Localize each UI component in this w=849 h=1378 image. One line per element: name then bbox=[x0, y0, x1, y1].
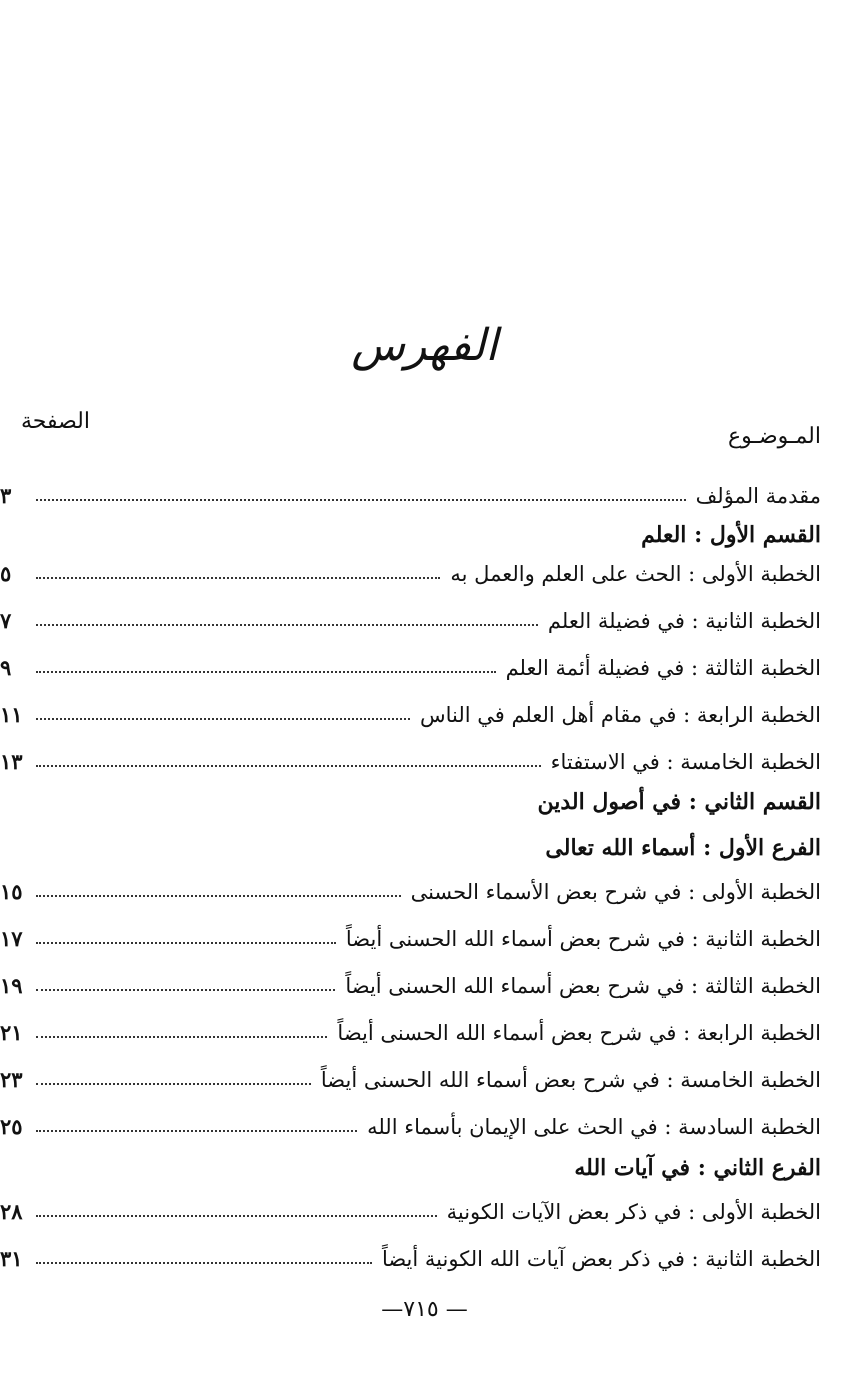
toc-page-number: ٣ bbox=[0, 483, 12, 508]
toc-entry-title: الخطبة الثانية : في ذكر بعض آيات الله الكونية أيضاً bbox=[381, 1247, 821, 1271]
dot-leader bbox=[36, 624, 538, 626]
section-heading bbox=[574, 1148, 821, 1188]
toc-entry bbox=[0, 601, 821, 641]
toc-entry-title: الخطبة الرابعة : في شرح بعض أسماء الله الحسنى أيضاً bbox=[337, 1021, 821, 1045]
section-heading-text: الفرع الأول : أسماء الله تعالى bbox=[545, 835, 821, 861]
toc-page-number: ٣١ bbox=[0, 1246, 23, 1271]
toc-entry bbox=[0, 966, 821, 1006]
dot-leader bbox=[36, 765, 541, 767]
toc-entry bbox=[0, 1192, 821, 1232]
dot-leader bbox=[36, 1215, 437, 1217]
toc-entry bbox=[0, 1013, 821, 1053]
dot-leader bbox=[36, 718, 410, 720]
table-of-contents bbox=[0, 476, 849, 1288]
dot-leader bbox=[36, 1130, 357, 1132]
toc-entry-title: الخطبة السادسة : في الحث على الإيمان بأسماء الله bbox=[367, 1115, 821, 1139]
toc-entry-title: الخطبة الثانية : في فضيلة العلم bbox=[547, 609, 821, 633]
toc-page-number: ٢٥ bbox=[0, 1114, 23, 1139]
toc-entry bbox=[0, 919, 821, 959]
dot-leader bbox=[36, 1036, 327, 1038]
toc-page-number: ١١ bbox=[0, 702, 23, 727]
dot-leader bbox=[36, 942, 336, 944]
toc-entry bbox=[0, 648, 821, 688]
toc-page-number: ٢١ bbox=[0, 1020, 23, 1045]
section-heading bbox=[545, 828, 821, 868]
toc-entry-title: الخطبة الخامسة : في شرح بعض أسماء الله الحسنى أيضاً bbox=[320, 1068, 821, 1092]
page-title: الفهرس bbox=[351, 320, 498, 371]
section-heading bbox=[641, 515, 821, 555]
dot-leader bbox=[36, 499, 686, 501]
toc-entry-title: الخطبة الرابعة : في مقام أهل العلم في الناس bbox=[419, 703, 821, 727]
section-heading-text: القسم الثاني : في أصول الدين bbox=[537, 789, 821, 815]
toc-page-number: ١٩ bbox=[0, 973, 23, 998]
topic-column-header: المـوضـوع bbox=[728, 424, 821, 449]
toc-entry-title: الخطبة الأولى : الحث على العلم والعمل به bbox=[450, 562, 821, 586]
toc-entry bbox=[0, 742, 821, 782]
dot-leader bbox=[36, 671, 496, 673]
toc-entry bbox=[0, 872, 821, 912]
toc-page-number: ٢٣ bbox=[0, 1067, 23, 1092]
toc-entry bbox=[0, 1060, 821, 1100]
dot-leader bbox=[36, 577, 440, 579]
page-column-header: الصفحة bbox=[20, 409, 90, 434]
toc-page-number: ٥ bbox=[0, 561, 12, 586]
toc-entry bbox=[0, 695, 821, 735]
toc-page-number: ٧ bbox=[0, 608, 12, 633]
toc-entry bbox=[0, 1107, 821, 1147]
toc-entry-title: الخطبة الأولى : في ذكر بعض الآيات الكونية bbox=[446, 1200, 821, 1224]
toc-page-number: ١٣ bbox=[0, 749, 23, 774]
toc-entry-title: الخطبة الثانية : في شرح بعض أسماء الله الحسنى أيضاً bbox=[345, 927, 821, 951]
toc-entry-title: مقدمة المؤلف bbox=[695, 484, 821, 508]
section-heading bbox=[538, 782, 821, 822]
toc-entry-title: الخطبة الخامسة : في الاستفتاء bbox=[550, 750, 821, 774]
toc-entry-title: الخطبة الثالثة : في فضيلة أئمة العلم bbox=[505, 656, 821, 680]
dot-leader bbox=[36, 989, 335, 991]
toc-entry bbox=[0, 554, 821, 594]
section-heading-text: الفرع الثاني : في آيات الله bbox=[574, 1155, 821, 1181]
toc-page-number: ١٧ bbox=[0, 926, 23, 951]
toc-entry bbox=[0, 1239, 821, 1279]
page-number: —٧١٥ — bbox=[381, 1297, 468, 1322]
toc-entry-title: الخطبة الأولى : في شرح بعض الأسماء الحسنى bbox=[410, 880, 821, 904]
section-heading-text: القسم الأول : العلم bbox=[641, 522, 821, 548]
toc-entry-title: الخطبة الثالثة : في شرح بعض أسماء الله الحسنى أيضاً bbox=[345, 974, 821, 998]
toc-entry bbox=[0, 476, 821, 516]
dot-leader bbox=[36, 1083, 311, 1085]
dot-leader bbox=[36, 895, 401, 897]
toc-page-number: ٢٨ bbox=[0, 1199, 23, 1224]
toc-page-number: ٩ bbox=[0, 655, 12, 680]
dot-leader bbox=[36, 1262, 372, 1264]
toc-page-number: ١٥ bbox=[0, 879, 23, 904]
